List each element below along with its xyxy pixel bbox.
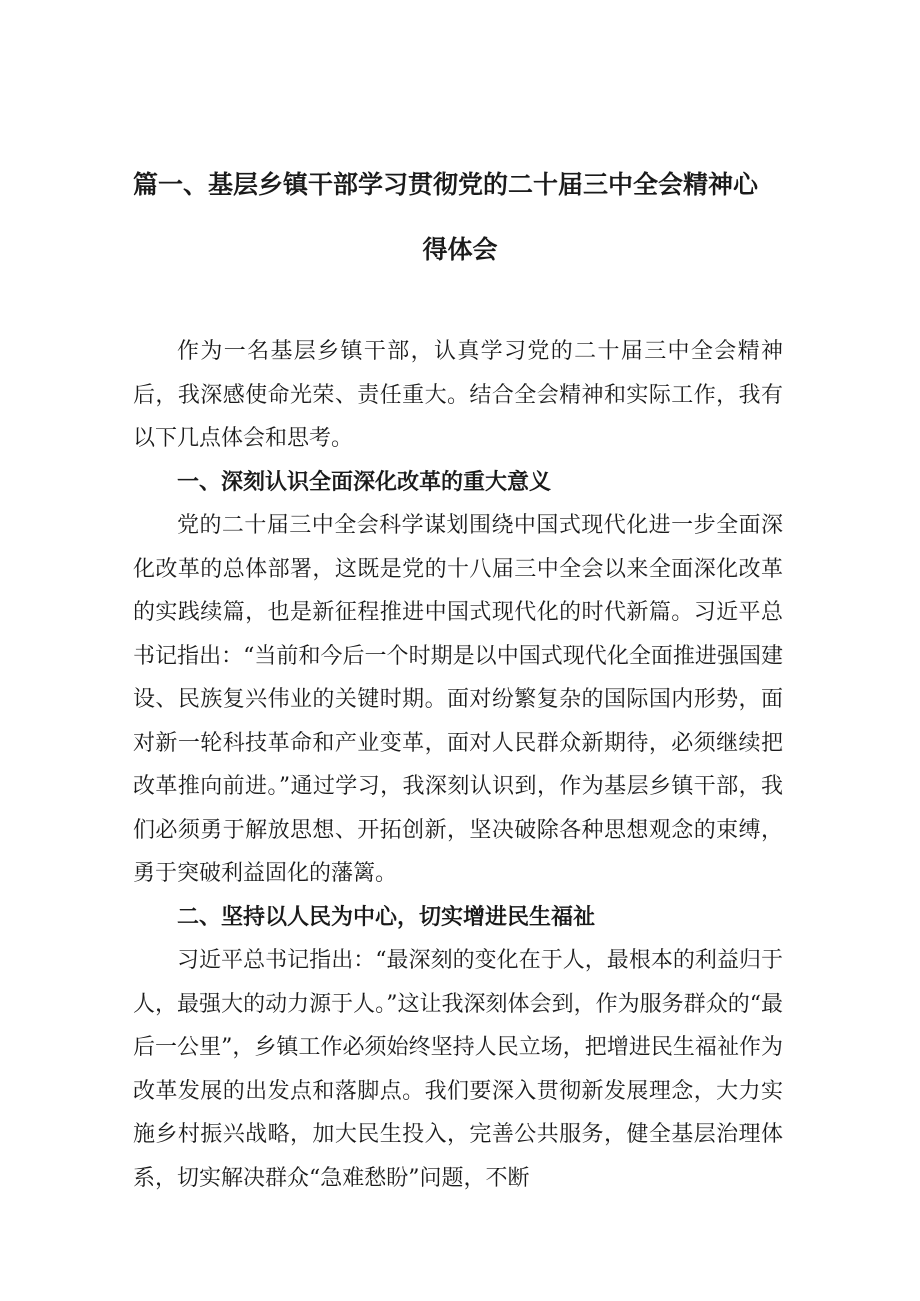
document-body: [133, 330, 783, 1200]
document-title-line1: 篇一、基层乡镇干部学习贯彻党的二十届三中全会精神心: [133, 170, 759, 199]
section2-paragraph: 习近平总书记指出：“最深刻的变化在于人，最根本的利益归于人，最强大的动力源于人。”这让我深刻体会到，作为服务群众的“最后一公里”，乡镇工作必须始终坚持人民立场，把增进民生福祉作为改革发展的出发点和落脚点。我们要深入贯彻新发展理念，大力实施乡村振兴战略，加大民生投入，完善公共服务，健全基层治理体系，切实解决群众“急难愁盼”问题，不断: [133, 948, 783, 1191]
intro-paragraph: 作为一名基层乡镇干部，认真学习党的二十届三中全会精神后，我深感使命光荣、责任重大。结合全会精神和实际工作，我有以下几点体会和思考。: [133, 339, 783, 451]
document-title-line2: 得体会: [422, 235, 498, 264]
section1-heading: 一、深刻认识全面深化改革的重大意义: [177, 469, 552, 495]
section2-heading: 二、坚持以人民为中心，切实增进民生福祉: [177, 904, 596, 930]
section1-paragraph: 党的二十届三中全会科学谋划围绕中国式现代化进一步全面深化改革的总体部署，这既是党的十八届三中全会以来全面深化改革的实践续篇，也是新征程推进中国式现代化的时代新篇。习近平总书记指出：“当前和今后一个时期是以中国式现代化全面推进强国建设、民族复兴伟业的关键时期。面对纷繁复杂的国际国内形势，面对新一轮科技革命和产业变革，面对人民群众新期待，必须继续把改革推向前进。”通过学习，我深刻认识到，作为基层乡镇干部，我们必须勇于解放思想、开拓创新，坚决破除各种思想观念的束缚，勇于突破利益固化的藩篱。: [133, 513, 783, 886]
